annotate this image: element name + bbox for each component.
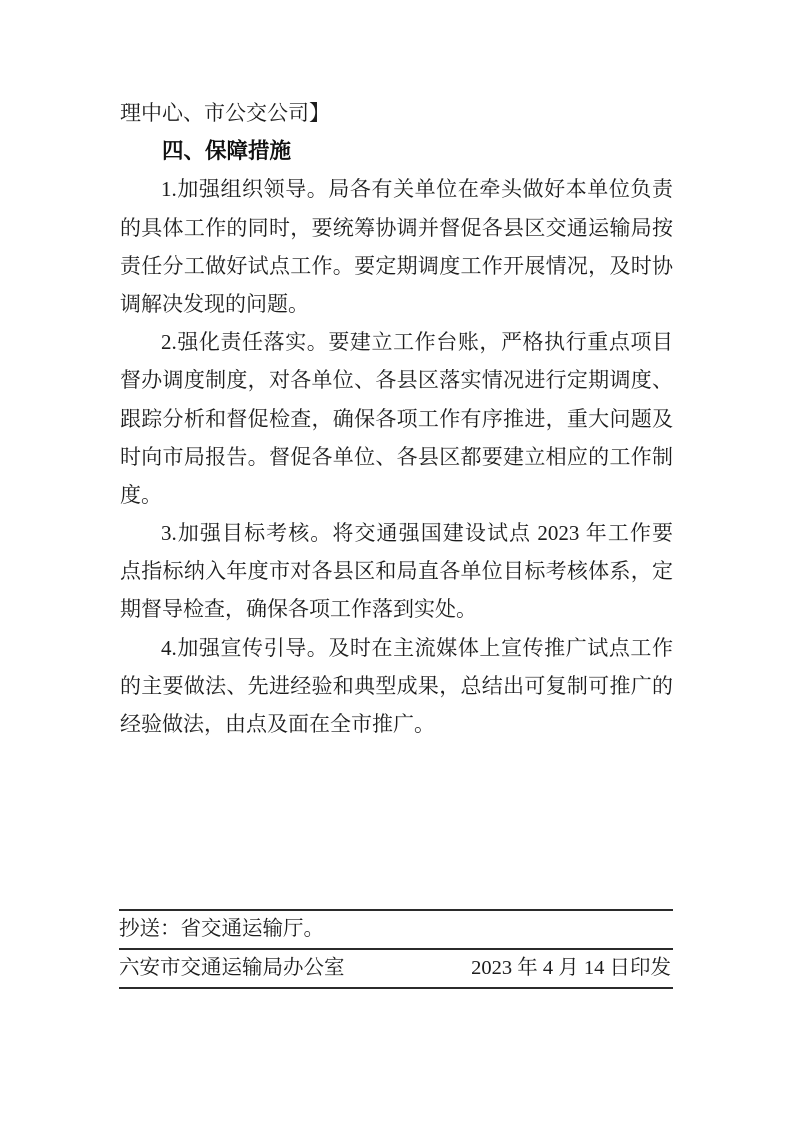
paragraph-1-line-4: 调解决发现的问题。: [120, 291, 309, 316]
paragraph-4-line-2: 的主要做法、先进经验和典型成果，总结出可复制可推广的: [120, 673, 673, 698]
paragraph-2-line-5: 度。: [120, 482, 162, 507]
paragraph-1-line-1: 1.加强组织领导。局各有关单位在牵头做好本单位负责: [161, 177, 673, 202]
paragraph-3-line-3: 期督导检查，确保各项工作落到实处。: [120, 597, 477, 622]
copy-to-label: 抄送：省交通运输厅。: [119, 918, 324, 940]
issuer-name: 六安市交通运输局办公室: [119, 957, 345, 979]
document-footer: [119, 909, 673, 989]
paragraph-2-line-1: 2.强化责任落实。要建立工作台账，严格执行重点项目: [161, 330, 673, 355]
paragraph-1-line-3: 责任分工做好试点工作。要定期调度工作开展情况，及时协: [120, 253, 673, 278]
continuation-line: 理中心、市公交公司】: [120, 101, 330, 125]
issuer-row: [119, 950, 673, 989]
paragraph-1-line-2: 的具体工作的同时，要统筹协调并督促各县区交通运输局按: [120, 215, 673, 240]
paragraph-3-line-1: 3.加强目标考核。将交通强国建设试点 2023 年工作要: [161, 521, 673, 546]
section-heading: 四、保障措施: [162, 139, 292, 164]
print-date: 2023 年 4 月 14 日印发: [471, 957, 671, 979]
paragraph-4-line-1: 4.加强宣传引导。及时在主流媒体上宣传推广试点工作: [161, 635, 673, 660]
paragraph-2-line-2: 督办调度制度，对各单位、各县区落实情况进行定期调度、: [120, 368, 673, 393]
paragraph-3-line-2: 点指标纳入年度市对各县区和局直各单位目标考核体系，定: [120, 559, 673, 584]
paragraph-2-line-3: 跟踪分析和督促检查，确保各项工作有序推进，重大问题及: [120, 406, 673, 431]
paragraph-4-line-3: 经验做法，由点及面在全市推广。: [120, 712, 435, 736]
copy-to-row: [119, 911, 673, 950]
document-body: [120, 94, 673, 743]
paragraph-2-line-4: 时向市局报告。督促各单位、各县区都要建立相应的工作制: [120, 444, 673, 469]
